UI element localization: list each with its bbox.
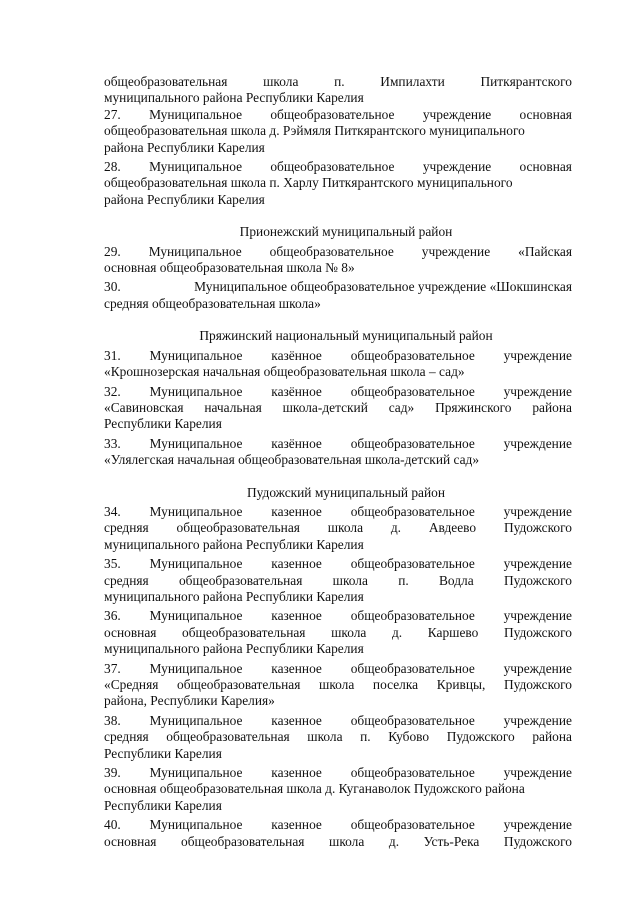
word: казенное [271,817,322,833]
word: Муниципальное [149,503,243,519]
word: общеобразовательная [177,677,301,692]
word: Муниципальное [149,660,243,676]
word: учреждение [503,712,572,728]
word: 30. [104,279,121,295]
word: общеобразовательное [350,817,475,833]
text-line [104,520,572,536]
text-line [104,817,572,833]
list-item [104,384,572,433]
word: общеобразовательное [270,159,395,175]
text-line [104,589,572,605]
word: казенное [271,556,322,572]
word: «Пайская [518,243,572,259]
word: Пудожского [503,677,572,692]
text-line [104,400,572,416]
word: «Савиновская [104,399,184,415]
word: учреждение [503,608,572,624]
word: д. [391,624,403,640]
text-line [104,107,572,123]
list-item [104,159,572,208]
items-pudozhsky [104,504,572,850]
word: средняя общеобразовательная школа» [104,295,321,311]
word: общеобразовательное [350,435,475,451]
word: Муниципальное [149,817,243,833]
word: общеобразовательная [178,572,303,588]
word: Импилахти [380,74,445,89]
text-line [104,140,572,156]
word: муниципального района Республики Карелия [104,588,364,604]
word: Муниципальное [149,608,243,624]
text-line [104,296,572,312]
text-line [104,364,572,380]
word: общеобразовательная [104,74,228,89]
word: д. [388,833,400,849]
list-item [104,279,572,312]
word: казенное [271,660,322,676]
text-line [104,159,572,175]
word: Кривцы, [436,677,486,692]
word: 33. [104,435,121,451]
word: учреждение [422,106,492,122]
text-line [104,834,572,850]
word: учреждение [503,347,572,363]
text-line [104,693,572,709]
text-line [104,729,572,745]
word: Муниципальное [148,243,242,259]
word: Усть-Река [423,833,480,849]
word: муниципального района Республики Карелия [104,90,364,106]
word: 31. [104,347,121,363]
word: общеобразовательная [166,729,290,745]
items-pitkyaranta [104,107,572,208]
word: Пряжинского [435,399,512,415]
text-line [104,573,572,589]
word: учреждение [421,243,491,259]
word: п. [334,74,345,89]
word: 38. [104,712,121,728]
word: 37. [104,660,121,676]
word: основная [104,624,157,640]
word: Питкярантского [480,74,572,89]
intro-text [104,74,572,107]
word: Авдеево [428,520,477,536]
text-line [104,781,572,797]
text-line [104,123,572,139]
word: п. [398,572,409,588]
text-line [104,746,572,762]
word: начальная [204,399,262,415]
word: муниципального района Республики Карелия [104,536,364,552]
word: средняя [104,520,149,536]
text-line [104,244,572,260]
word: Пудожского [503,520,572,536]
items-prionezhsky [104,244,572,313]
text-line [104,677,572,693]
text-line [104,384,572,400]
list-item [104,436,572,469]
word: школа [329,833,365,849]
word: д. [390,520,402,536]
word: Муниципальное [149,347,243,363]
word: «Средняя [104,677,159,692]
text-line [104,416,572,432]
word: общеобразовательная школа п. Харлу Питкярантского муниципального [104,175,513,191]
word: Муниципальное [149,383,243,399]
word: Пудожского [503,833,572,849]
text-line [104,556,572,572]
word: общеобразовательная [181,833,305,849]
word: общеобразовательное [350,765,475,781]
word: казенное [271,503,322,519]
word: Республики Карелия [104,745,222,761]
text-line [104,537,572,553]
word: учреждение [503,765,572,781]
word: 34. [104,503,121,519]
word: района, Республики Карелия» [104,693,275,709]
list-item [104,107,572,156]
word: Водла [438,572,474,588]
document-body [104,74,572,850]
word: 35. [104,556,121,572]
word: района Республики Карелия [104,139,265,155]
word: общеобразовательное [350,556,475,572]
intro-paragraph [104,74,572,107]
list-item [104,244,572,277]
word: п. [360,729,371,745]
word: учреждение [503,817,572,833]
section-heading-prionezhsky: Прионежский муниципальный район [239,224,453,240]
word: учреждение [503,435,572,451]
word: Республики Карелия [104,797,222,813]
word: школа [327,520,364,536]
word: средняя [104,572,149,588]
list-item [104,713,572,762]
text-line [104,798,572,814]
word: общеобразовательное [350,608,475,624]
list-item [104,556,572,605]
word: района Республики Карелия [104,191,265,207]
section-heading-pryazhinsky: Пряжинский национальный муниципальный район [199,328,493,344]
list-item [104,661,572,710]
text-line [104,74,572,90]
word: школа [307,729,343,745]
text-line [104,175,572,191]
word: школа [263,74,299,89]
word: 27. [104,106,121,122]
text-line [104,452,572,468]
word: 29. [104,243,121,259]
word: поселка [372,677,419,692]
word: сад» [388,399,415,415]
word: района [532,399,572,415]
word: Муниципальное [149,159,243,175]
text-line [104,504,572,520]
word: «Улялегская начальная общеобразовательная школа-детский сад» [104,452,480,468]
text-line [104,260,572,276]
word: муниципального района Республики Карелия [104,641,364,657]
word: 32. [104,383,121,399]
text-line [104,641,572,657]
word: Муниципальное [149,106,243,122]
word: Каршево [427,624,479,640]
word: 36. [104,608,121,624]
word: района [532,729,572,745]
word: средняя [104,729,149,745]
word: учреждение [503,660,572,676]
text-line [104,765,572,781]
list-item [104,504,572,553]
word: основная общеобразовательная школа д. Куганаволок Пудожского района [104,781,525,797]
word: общеобразовательное [270,106,395,122]
word: учреждение [503,383,572,399]
text-line [104,436,572,452]
word: Муниципальное [149,712,243,728]
list-item [104,608,572,657]
list-item [104,817,572,850]
word: общеобразовательная [176,520,300,536]
word: общеобразовательное [350,503,475,519]
word: общеобразовательная [182,624,306,640]
word: общеобразовательная школа д. Рэймяля Питкярантского муниципального [104,123,525,139]
list-item [104,348,572,381]
word: Пудожского [503,624,572,640]
word: основная [519,106,572,122]
word: школа [332,572,368,588]
word: школа-детский [282,399,368,415]
word: школа [331,624,367,640]
list-item [104,765,572,814]
text-line [104,348,572,364]
word: казённое [271,435,322,451]
word: Муниципальное [149,765,243,781]
word: 40. [104,817,121,833]
text-line [104,90,572,106]
word: основная [519,159,572,175]
word: 39. [104,765,121,781]
word: школа [319,677,355,692]
word: Муниципальное общеобразовательное учреждение «Шокшинская [194,279,572,295]
word: Пудожского [446,729,515,745]
word: Кубово [388,729,430,745]
word: Муниципальное [149,556,243,572]
word: казенное [271,608,322,624]
word: Пудожского [503,572,572,588]
text-line [104,713,572,729]
items-pryazhinsky [104,348,572,469]
word: казенное [271,765,322,781]
text-line [104,279,572,295]
word: основная [104,833,157,849]
text-line [104,625,572,641]
word: Муниципальное [149,435,243,451]
word: 28. [104,159,121,175]
text-line [104,661,572,677]
word: общеобразовательное [350,712,475,728]
word: общеобразовательное [350,347,475,363]
word: основная общеобразовательная школа № 8» [104,260,355,276]
word: «Крошнозерская начальная общеобразовательная школа – сад» [104,364,465,380]
text-line [104,608,572,624]
word: казенное [271,712,322,728]
word: общеобразовательное [269,243,394,259]
word: общеобразовательное [350,660,475,676]
word: Республики Карелия [104,416,222,432]
word: казённое [271,383,322,399]
word: учреждение [503,556,572,572]
word: казённое [271,347,322,363]
word: учреждение [422,159,492,175]
section-heading-pudozhsky: Пудожский муниципальный район [246,484,446,500]
word: общеобразовательное [350,383,475,399]
word: учреждение [503,503,572,519]
text-line [104,192,572,208]
